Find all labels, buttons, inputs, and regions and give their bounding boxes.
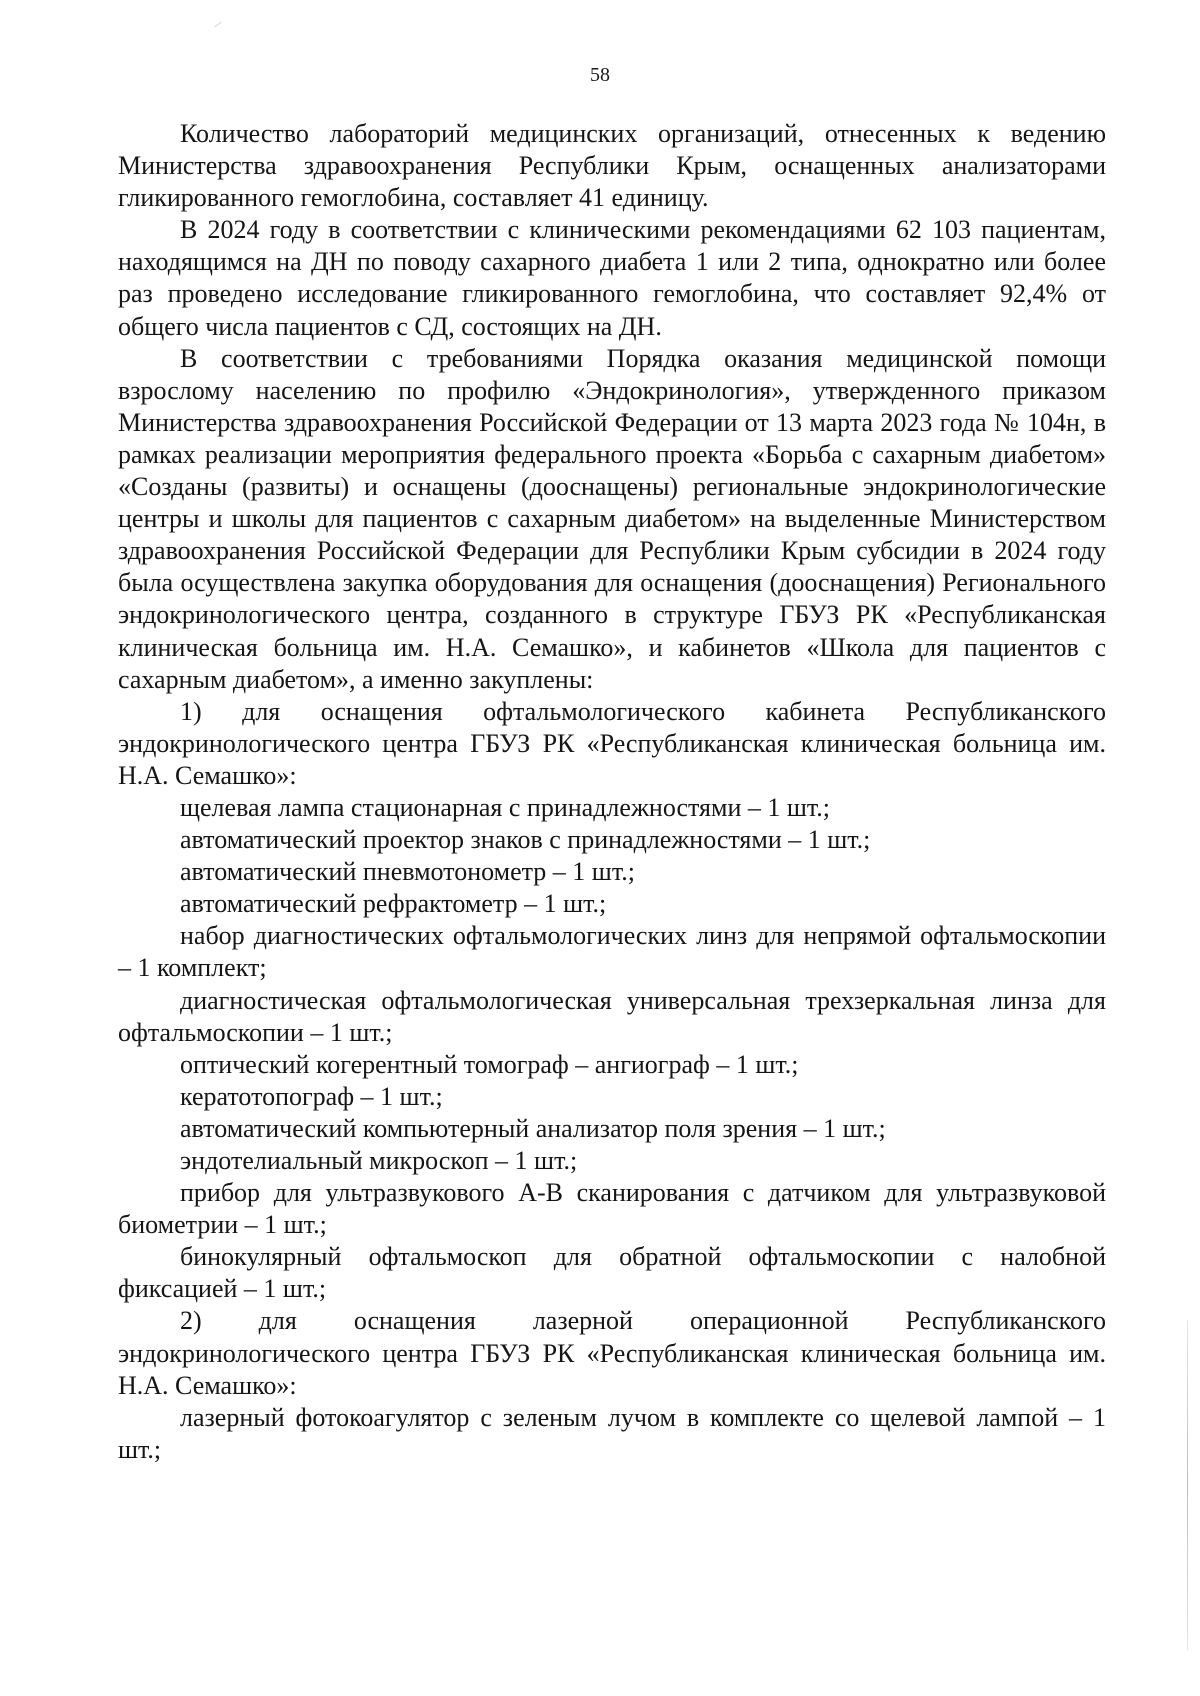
list-item: автоматический рефрактометр – 1 шт.; xyxy=(180,889,607,919)
document-body xyxy=(118,118,1106,1466)
paragraph: В соответствии с требованиями Порядка оказания медицинской помощи взрослому населению по профилю «Эндокринология», утвержденного приказом Министерства здравоохранения Российской Федерации от 13 марта 2023 года № 104н, в рамках реализации мероприятия федерального проекта «Борьба с сахарным диабетом» «Созданы (развиты) и оснащены (дооснащены) региональные эндокринологические центры и школы для пациентов с сахарным диабетом» на выделенные Министерством здравоохранения Российской Федерации для Республики Крым субсидии в 2024 году была осуществлена закупка оборудования для оснащения (дооснащения) Регионального эндокринологического центра, созданного в структуре ГБУЗ РК «Республиканская клиническая больница им. Н.А. Семашко», и кабинетов «Школа для пациентов с сахарным диабетом», а именно закуплены: xyxy=(118,343,1106,694)
list-item: набор диагностических офтальмологических линз для непрямой офтальмоскопии – 1 комплект; xyxy=(118,921,1106,983)
scan-edge-line xyxy=(1187,1320,1188,1650)
list-item: прибор для ультразвукового А-В сканирования с датчиком для ультразвуковой биометрии – 1 шт.; xyxy=(118,1178,1106,1240)
list-item: диагностическая офтальмологическая универсальная трехзеркальная линза для офтальмоскопии – 1 шт.; xyxy=(118,985,1106,1047)
paragraph: 1) для оснащения офтальмологического кабинета Республиканского эндокринологического центра ГБУЗ РК «Республиканская клиническая больница им. Н.А. Семашко»: xyxy=(118,696,1106,790)
list-item: автоматический пневмотонометр – 1 шт.; xyxy=(180,857,635,887)
page-number: 58 xyxy=(590,64,610,86)
scan-speck xyxy=(214,22,221,27)
paragraph: 2) для оснащения лазерной операционной Республиканского эндокринологического центра ГБУЗ РК «Республиканская клиническая больница им. Н.А. Семашко»: xyxy=(118,1306,1106,1400)
list-item: бинокулярный офтальмоскоп для обратной офтальмоскопии с налобной фиксацией – 1 шт.; xyxy=(118,1242,1106,1304)
list-item: кератотопограф – 1 шт.; xyxy=(180,1081,443,1111)
list-item: лазерный фотокоагулятор с зеленым лучом в комплекте со щелевой лампой – 1 шт.; xyxy=(118,1402,1106,1464)
list-item: щелевая лампа стационарная с принадлежностями – 1 шт.; xyxy=(180,792,831,822)
list-item: оптический когерентный томограф – ангиограф – 1 шт.; xyxy=(180,1049,799,1079)
list-item: эндотелиальный микроскоп – 1 шт.; xyxy=(180,1146,578,1175)
list-item: автоматический проектор знаков с принадлежностями – 1 шт.; xyxy=(180,825,871,855)
paragraph: В 2024 году в соответствии с клиническими рекомендациями 62 103 пациентам, находящимся на ДН по поводу сахарного диабета 1 или 2 типа, однократно или более раз проведено исследование гликированного гемоглобина, что составляет 92,4% от общего числа пациентов с СД, состоящих на ДН. xyxy=(118,215,1106,341)
list-item: автоматический компьютерный анализатор поля зрения – 1 шт.; xyxy=(180,1113,886,1143)
paragraph: Количество лабораторий медицинских организаций, отнесенных к ведению Министерства здравоохранения Республики Крым, оснащенных анализаторами гликированного гемоглобина, составляет 41 единицу. xyxy=(118,119,1106,213)
